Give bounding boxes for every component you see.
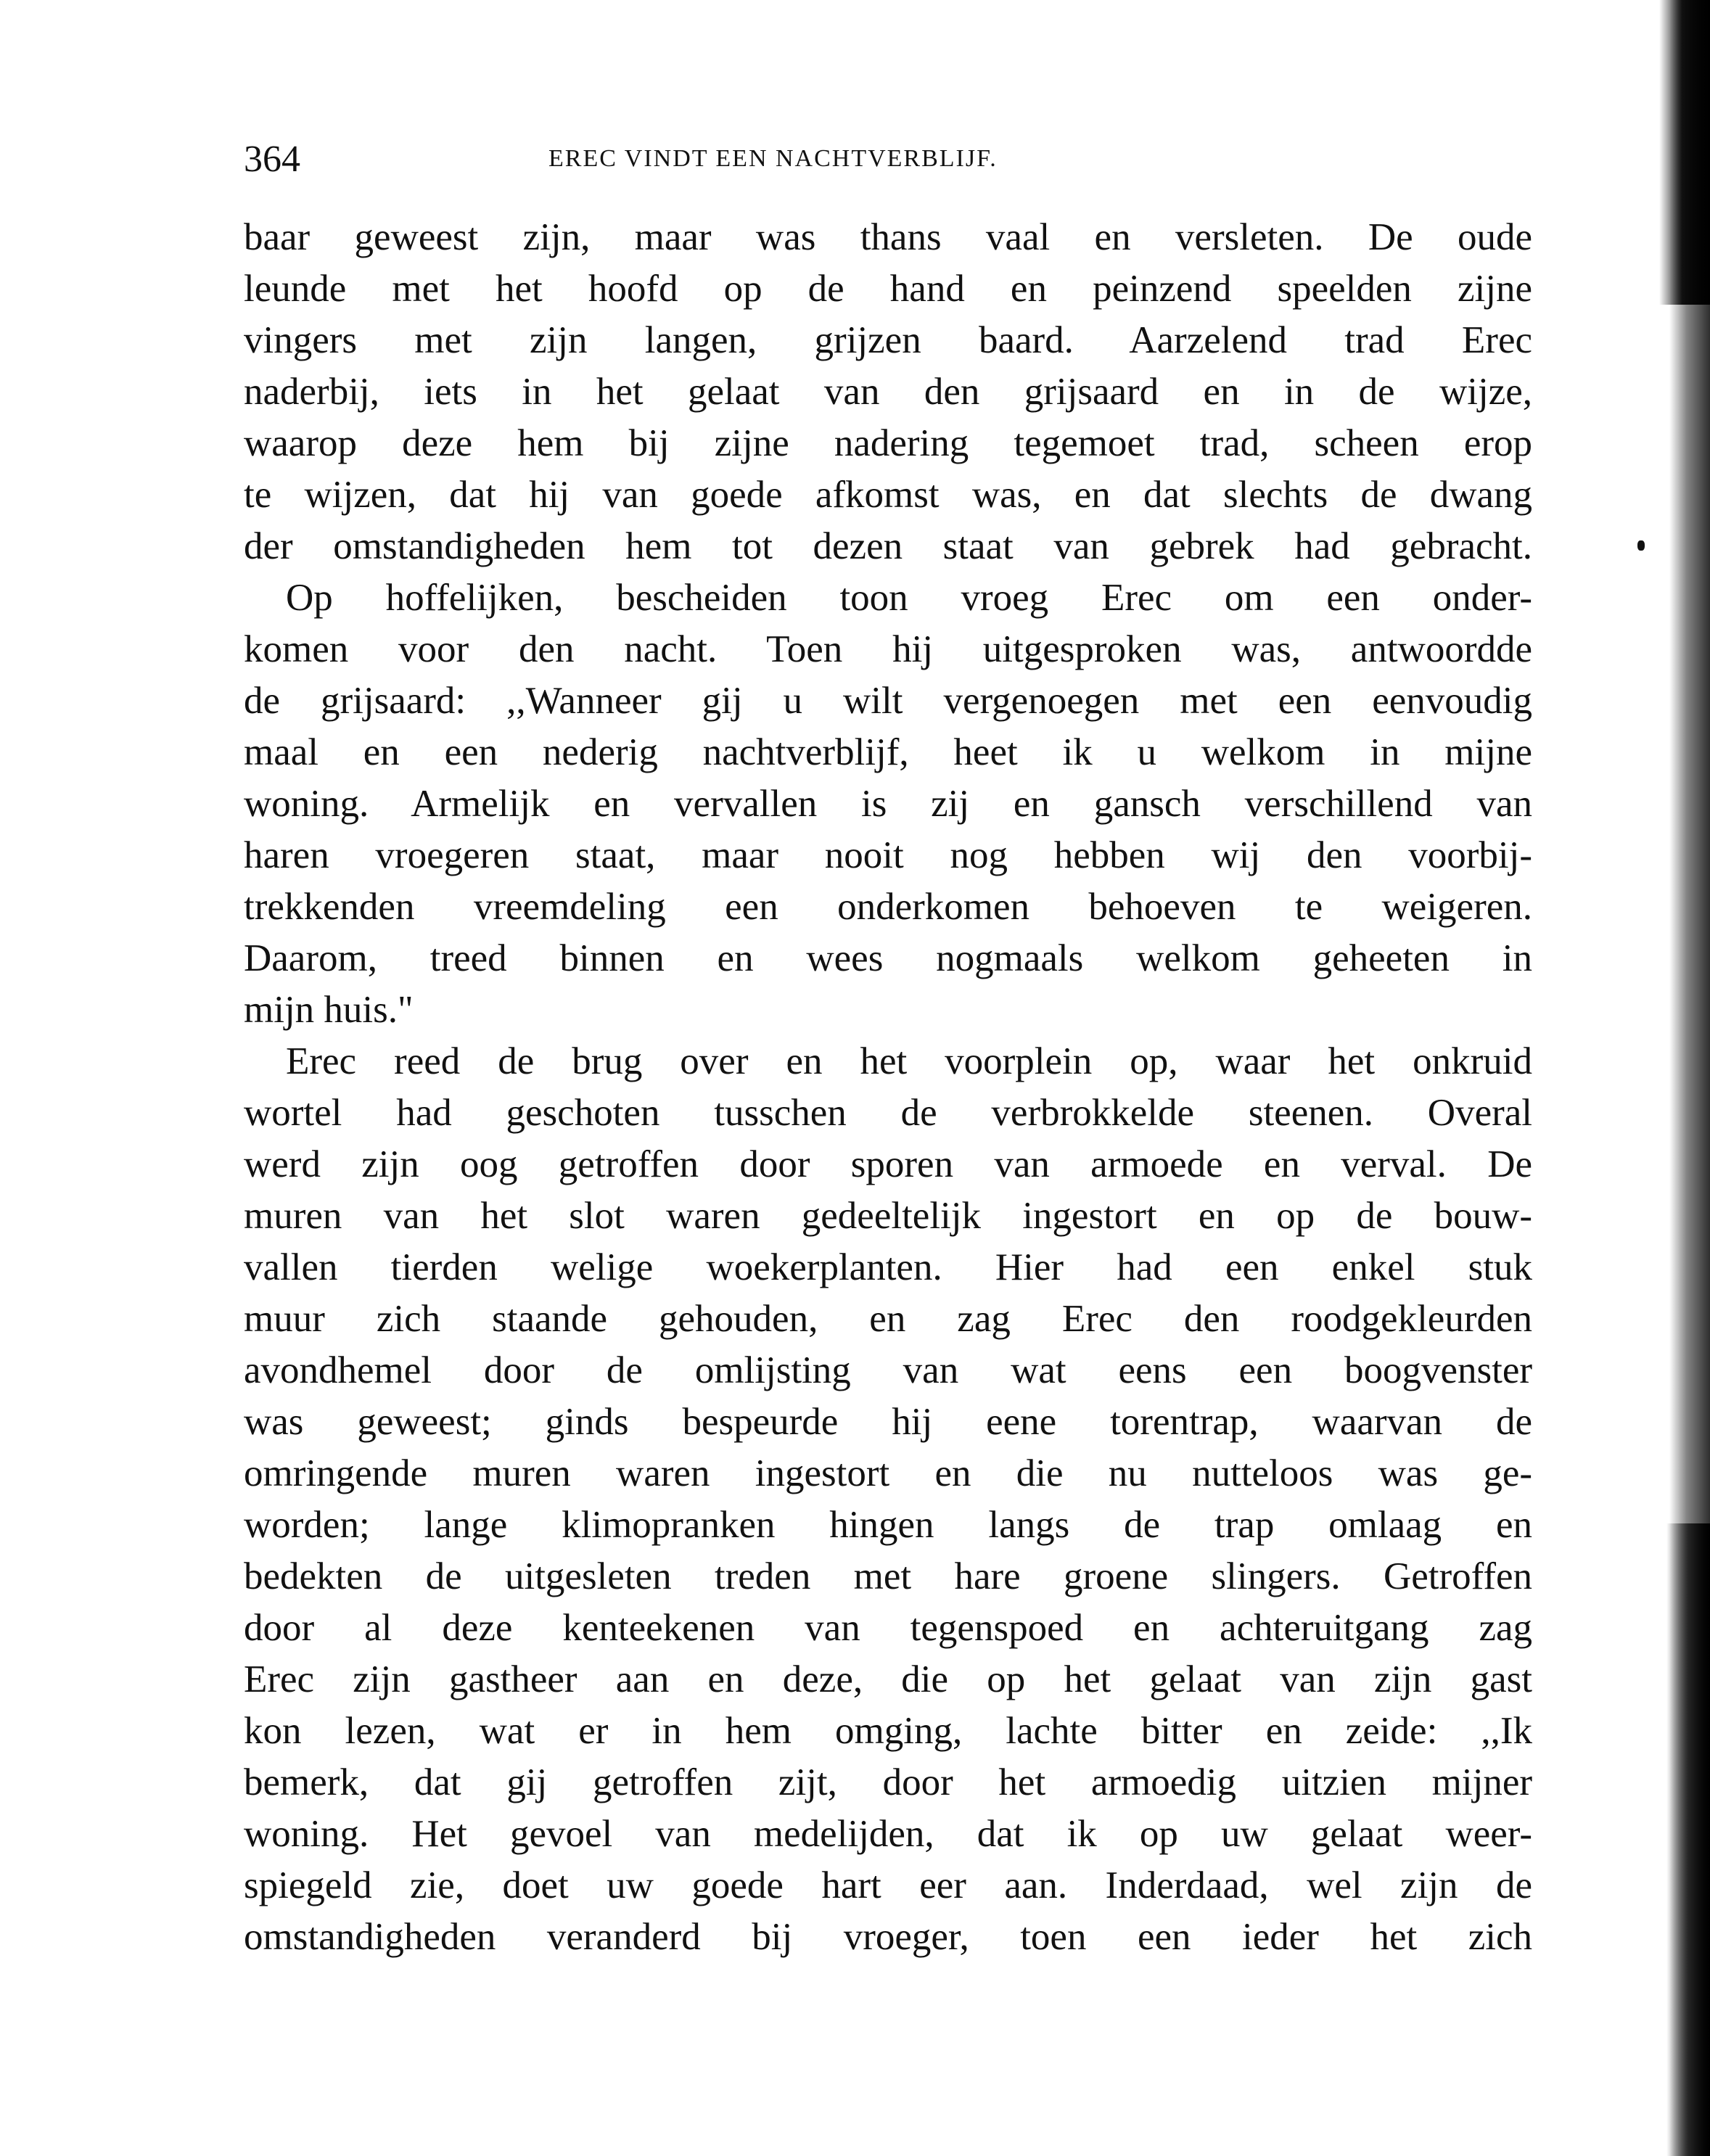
text-line: [244, 1551, 1532, 1602]
text-line: [244, 830, 1532, 881]
text-line-content: kon lezen, wat er in hem omging, lachte bitter en zeide: ,,Ik: [244, 1710, 1532, 1752]
text-line: [244, 212, 1532, 263]
page-number: 364: [244, 139, 300, 180]
text-line: [244, 315, 1532, 366]
text-line-content: worden; lange klimopranken hingen langs de trap omlaag en: [244, 1504, 1532, 1546]
text-line-content: Erec reed de brug over en het voorplein op, waar het onkruid: [286, 1040, 1532, 1082]
page-edge-shadow-bottom: [1666, 1523, 1710, 2156]
text-line: [244, 1396, 1532, 1448]
text-line-content: wortel had geschoten tusschen de verbrokkelde steenen. Overal: [244, 1092, 1532, 1134]
text-line-content: de grijsaard: ,,Wanneer gij u wilt vergenoegen met een eenvoudig: [244, 680, 1532, 722]
text-line: [244, 675, 1532, 727]
text-line-content: omringende muren waren ingestort en die nu nutteloos was ge-: [244, 1452, 1532, 1494]
text-line-content: naderbij, iets in het gelaat van den grijsaard en in de wijze,: [244, 371, 1532, 413]
text-line-content: vingers met zijn langen, grijzen baard. Aarzelend trad Erec: [244, 319, 1532, 361]
text-line-content: maal en een nederig nachtverblijf, heet ik u welkom in mijne: [244, 731, 1532, 773]
text-line: [244, 881, 1532, 933]
text-line: [244, 469, 1532, 521]
text-line-content: haren vroegeren staat, maar nooit nog hebben wij den voorbij-: [244, 834, 1532, 876]
text-line: [244, 1242, 1532, 1293]
text-line-content: muren van het slot waren gedeeltelijk ingestort en op de bouw-: [244, 1195, 1532, 1237]
text-line: [244, 984, 1532, 1036]
text-line-content: door al deze kenteekenen van tegenspoed en achteruitgang zag: [244, 1607, 1532, 1649]
text-line-content: woning. Het gevoel van medelijden, dat ik op uw gelaat weer-: [244, 1813, 1532, 1855]
text-line: [244, 1190, 1532, 1242]
text-line: [244, 1809, 1532, 1860]
text-line-content: Daarom, treed binnen en wees nogmaals welkom geheeten in: [244, 937, 1532, 979]
page-header: [244, 138, 1532, 189]
text-line-content: mijn huis.": [244, 989, 414, 1031]
text-line: [244, 727, 1532, 778]
text-line-content: spiegeld zie, doet uw goede hart eer aan. Inderdaad, wel zijn de: [244, 1864, 1532, 1906]
text-line-content: avondhemel door de omlijsting van wat eens een boogvenster: [244, 1349, 1532, 1391]
text-line-content: woning. Armelijk en vervallen is zij en gansch verschillend van: [244, 783, 1532, 825]
text-line: [244, 778, 1532, 830]
text-line: [244, 1448, 1532, 1499]
body-text: [244, 212, 1532, 1963]
text-line: [244, 366, 1532, 418]
text-line-content: omstandigheden veranderd bij vroeger, toen een ieder het zich: [244, 1916, 1532, 1958]
page-edge-shadow-top: [1659, 0, 1710, 305]
text-line-content: leunde met het hoofd op de hand en peinzend speelden zijne: [244, 268, 1532, 310]
text-line-content: trekkenden vreemdeling een onderkomen behoeven te weigeren.: [244, 886, 1532, 928]
running-title: EREC VINDT EEN NACHTVERBLIJF.: [548, 145, 998, 172]
text-line: [244, 1345, 1532, 1396]
text-line-content: Erec zijn gastheer aan en deze, die op het gelaat van zijn gast: [244, 1658, 1532, 1700]
text-line: [244, 1706, 1532, 1757]
text-line: [244, 1860, 1532, 1912]
text-line: [244, 1602, 1532, 1654]
text-line: [244, 1499, 1532, 1551]
text-line: [244, 1757, 1532, 1809]
text-line: [244, 1293, 1532, 1345]
text-line-content: der omstandigheden hem tot dezen staat van gebrek had gebracht.: [244, 525, 1532, 567]
text-line-content: werd zijn oog getroffen door sporen van armoede en verval. De: [244, 1143, 1532, 1185]
text-line: [244, 1654, 1532, 1706]
text-line: [244, 572, 1532, 624]
text-line: [244, 418, 1532, 469]
text-line-content: vallen tierden welige woekerplanten. Hier had een enkel stuk: [244, 1246, 1532, 1288]
text-line-content: bedekten de uitgesleten treden met hare groene slingers. Getroffen: [244, 1555, 1532, 1597]
text-line: [244, 1139, 1532, 1190]
ink-speck: [1637, 540, 1645, 551]
text-line: [244, 521, 1532, 572]
text-line: [244, 263, 1532, 315]
text-line-content: muur zich staande gehouden, en zag Erec den roodgekleurden: [244, 1298, 1532, 1340]
text-line-content: waarop deze hem bij zijne nadering tegemoet trad, scheen erop: [244, 422, 1532, 464]
text-line-content: was geweest; ginds bespeurde hij eene torentrap, waarvan de: [244, 1401, 1532, 1443]
text-line-content: te wijzen, dat hij van goede afkomst was, en dat slechts de dwang: [244, 474, 1532, 516]
text-line-content: bemerk, dat gij getroffen zijt, door het armoedig uitzien mijner: [244, 1761, 1532, 1803]
text-line-content: Op hoffelijken, bescheiden toon vroeg Erec om een onder-: [286, 577, 1532, 619]
text-line: [244, 933, 1532, 984]
text-line: [244, 624, 1532, 675]
text-line-content: komen voor den nacht. Toen hij uitgesproken was, antwoordde: [244, 628, 1532, 670]
text-line: [244, 1036, 1532, 1087]
text-line: [244, 1087, 1532, 1139]
text-line: [244, 1912, 1532, 1963]
text-line-content: baar geweest zijn, maar was thans vaal en versleten. De oude: [244, 216, 1532, 258]
